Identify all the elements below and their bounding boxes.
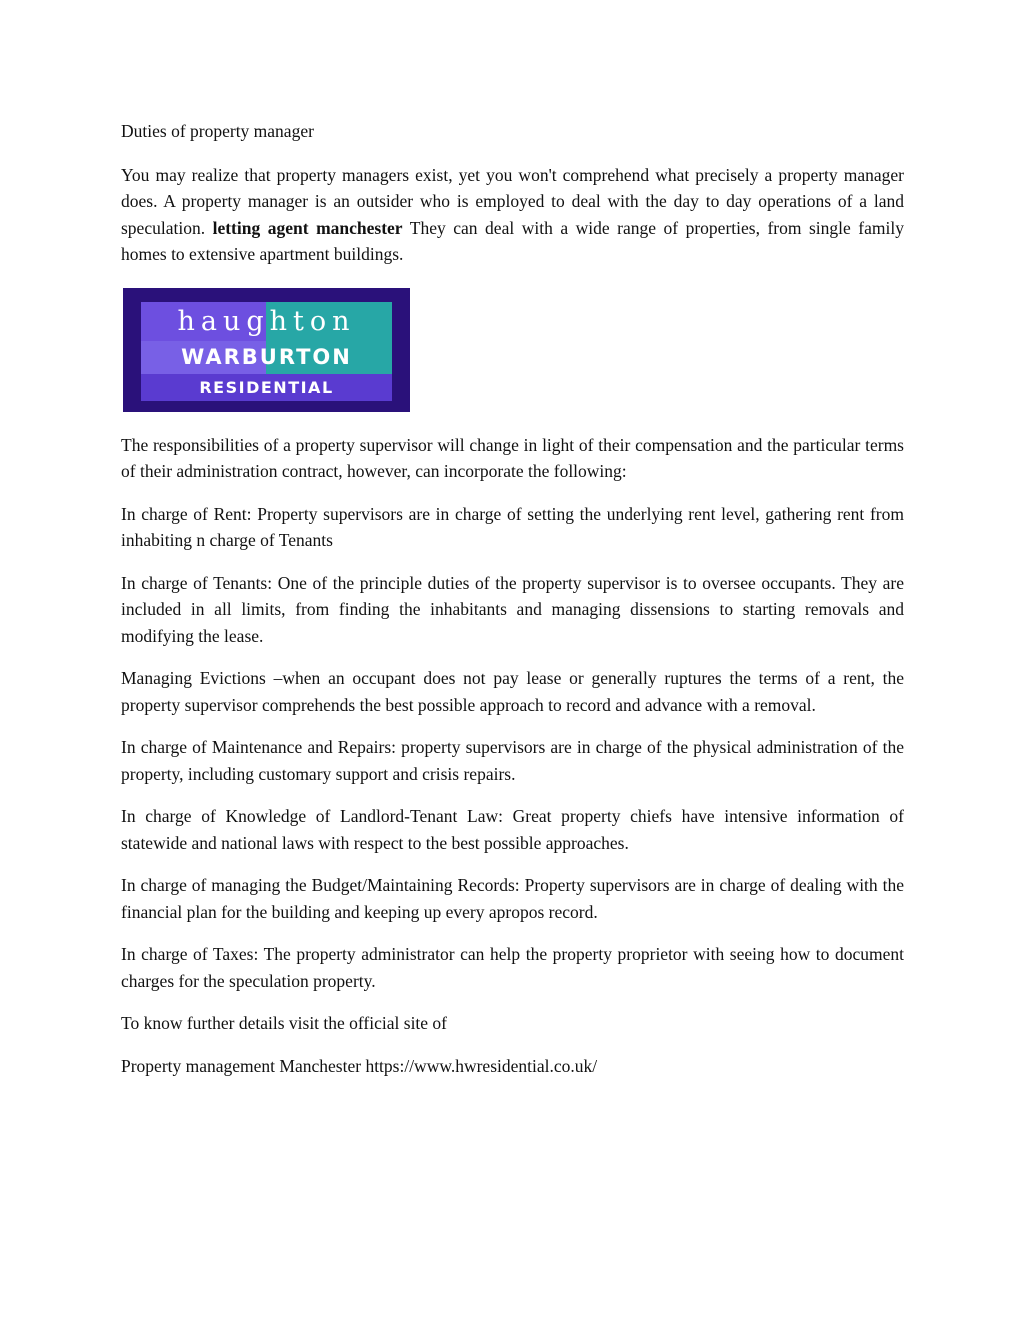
budget-records-paragraph: In charge of managing the Budget/Maintaining Records: Property supervisors are in charge of dealing with the financial plan for the building and keeping up every apropos record. xyxy=(121,875,904,922)
tenants-paragraph: In charge of Tenants: One of the principle duties of the property supervisor is to oversee occupants. They are included in all limits, from finding the inhabitants and managing dissensions to starting removals and modifying the lease. xyxy=(121,572,904,646)
letting-agent-link[interactable]: letting agent manchester xyxy=(212,217,403,238)
document-title: Duties of property manager xyxy=(121,121,314,141)
logo-line-residential: RESIDENTIAL xyxy=(199,377,334,397)
law-knowledge-paragraph: In charge of Knowledge of Landlord-Tenant Law: Great property chiefs have intensive information of statewide and national laws with respect to the best possible approaches. xyxy=(121,806,904,853)
maintenance-paragraph: In charge of Maintenance and Repairs: property supervisors are in charge of the physical administration of the property, including customary support and crisis repairs. xyxy=(121,737,904,784)
taxes-paragraph: In charge of Taxes: The property administrator can help the property proprietor with seeing how to document charges for the speculation property. xyxy=(121,944,904,991)
logo-line-warburton: WARBURTON xyxy=(181,344,352,369)
intro-text-before-link: You may realize that property managers exist, yet you won't comprehend what precisely a property manager does. A property manager is an outsider who is employed to deal with the day to day operations of a land speculation. xyxy=(121,164,904,238)
footer-paragraph xyxy=(121,1053,904,1080)
document-page xyxy=(121,118,904,1095)
further-details-paragraph: To know further details visit the official site of xyxy=(121,1013,448,1033)
rent-paragraph: In charge of Rent: Property supervisors are in charge of setting the underlying rent level, gathering rent from inhabiting n charge of Tenants xyxy=(121,503,904,550)
haughton-warburton-logo xyxy=(123,288,410,412)
footer-label: Property management Manchester xyxy=(121,1055,362,1076)
intro-paragraph xyxy=(121,162,904,268)
responsibilities-intro-paragraph: The responsibilities of a property supervisor will change in light of their compensation and the particular terms of their administration contract, however, can incorporate the following: xyxy=(121,434,904,481)
logo-line-haughton: haughton xyxy=(177,305,356,337)
intro-text-after-link: They can deal with a wide range of properties, from single family homes to extensive apartment buildings. xyxy=(121,217,904,264)
evictions-paragraph: Managing Evictions –when an occupant does not pay lease or generally ruptures the terms of a rent, the property supervisor comprehends the best possible approach to record and advance with a removal. xyxy=(121,668,904,715)
website-link[interactable]: https://www.hwresidential.co.uk/ xyxy=(365,1055,598,1076)
